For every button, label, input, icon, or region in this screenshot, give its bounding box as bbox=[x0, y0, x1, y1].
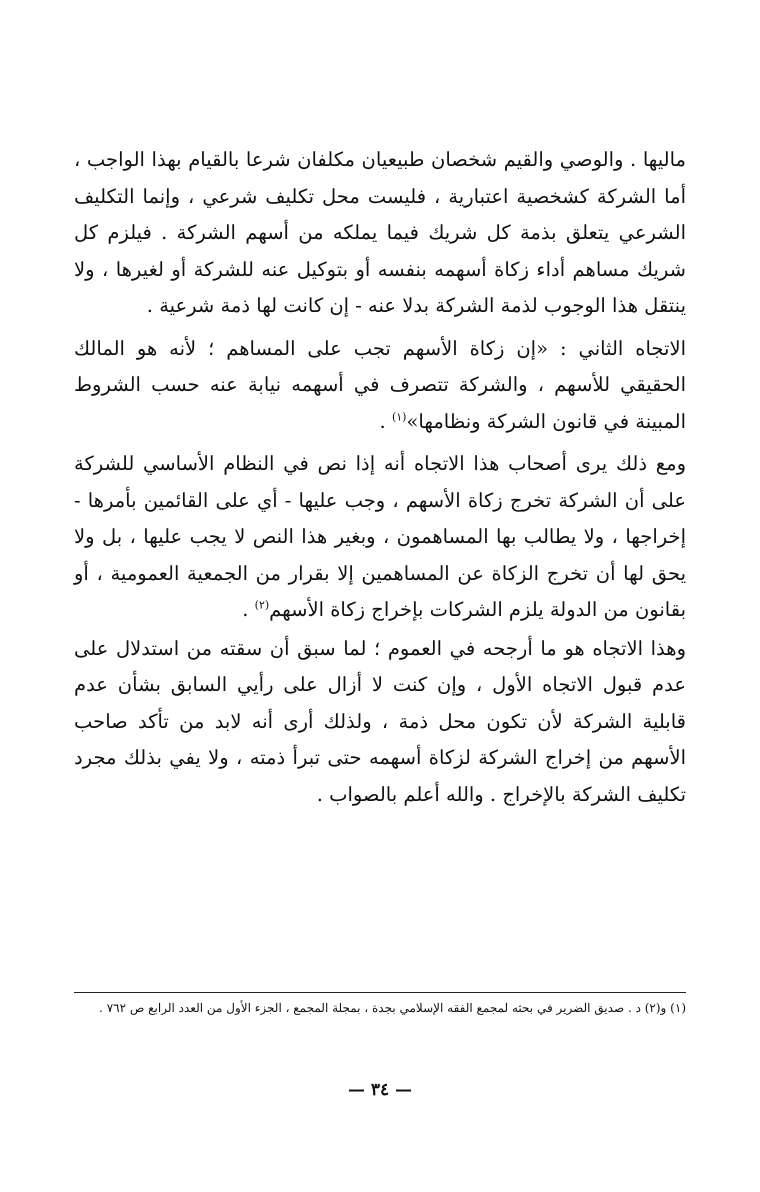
page-number: — ٣٤ — bbox=[347, 1080, 413, 1100]
footnotes bbox=[74, 998, 686, 1019]
paragraph-2-end: . bbox=[379, 409, 392, 433]
paragraph-4 bbox=[74, 631, 686, 814]
footnote-1-2: (١) و(٢) د . صديق الضرير في بحثه لمجمع الفقه الإسلامي بجدة ، بمجلة المجمع ، الجزء الأول من العدد الرابع ص ٧٦٢ . bbox=[99, 1001, 686, 1015]
paragraph-1-text: ماليها . والوصي والقيم شخصان طبيعيان مكلفان شرعا بالقيام بهذا الواجب ، أما الشركة كشخصية اعتبارية ، فليست محل تكليف شرعي ، وإنما التكليف الشرعي يتعلق بذمة كل شريك فيما يملكه من أسهم الشركة . فيلزم كل شريك مساهم أداء زكاة أسهمه بنفسه أو بتوكيل عنه للشركة أو لغيرها ، ولا ينتقل هذا الوجوب لذمة الشركة بدلا عنه - إن كانت لها ذمة شرعية . bbox=[74, 148, 686, 317]
paragraph-3-text: ومع ذلك يرى أصحاب هذا الاتجاه أنه إذا نص في النظام الأساسي للشركة على أن الشركة تخرج زكاة الأسهم ، وجب عليها - أي على القائمين بأمرها - إخراجها ، ولا يطالب بها المساهمون ، وبغير هذا النص لا يجب عليها ، بل ولا يحق لها أن تخرج الزكاة عن المساهمين إلا بقرار من الجمعية العمومية ، أو بقانون من الدولة يلزم الشركات بإخراج زكاة الأسهم bbox=[74, 452, 686, 621]
paragraph-1 bbox=[74, 142, 686, 325]
paragraph-3-end: . bbox=[242, 598, 255, 621]
paragraph-3 bbox=[74, 446, 686, 629]
paragraph-2 bbox=[74, 331, 686, 441]
footnote-divider bbox=[74, 992, 686, 993]
footnote-marker-2: (٢) bbox=[254, 598, 270, 612]
paragraph-4-text: وهذا الاتجاه هو ما أرجحه في العموم ؛ لما سبق أن سقته من استدلال على عدم قبول الاتجاه الأول ، وإن كنت لا أزال على رأيي السابق بشأن عدم قابلية الشركة لأن تكون محل ذمة ، ولذلك أرى أنه لابد من تأكد صاحب الأسهم من إخراج الشركة لزكاة أسهمه حتى تبرأ ذمته ، ولا يفي بذلك مجرد تكليف الشركة بالإخراج . والله أعلم بالصواب . bbox=[74, 636, 686, 806]
main-text bbox=[74, 142, 686, 813]
paragraph-2-text: الاتجاه الثاني : «إن زكاة الأسهم تجب على المساهم ؛ لأنه هو المالك الحقيقي للأسهم ، والشركة تتصرف في أسهمه نيابة عنه حسب الشروط المبينة في قانون الشركة ونظامها» bbox=[74, 336, 686, 433]
footnote-marker-1: (١) bbox=[391, 410, 407, 423]
